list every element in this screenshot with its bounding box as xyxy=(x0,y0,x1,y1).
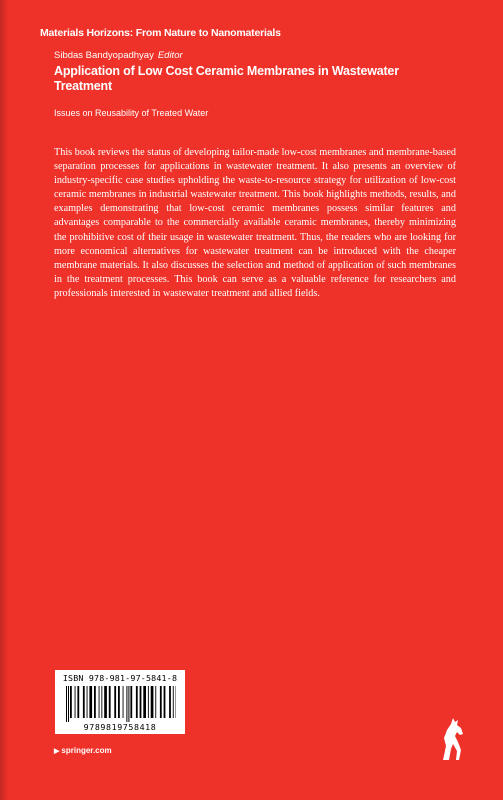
barcode-bar xyxy=(77,686,79,718)
barcode-bar xyxy=(169,686,171,718)
isbn-barcode xyxy=(55,670,185,734)
barcode-bar xyxy=(114,686,116,718)
barcode-bar xyxy=(87,686,88,718)
editor-role: Editor xyxy=(157,50,183,61)
arrow-icon: ▶ xyxy=(54,748,60,755)
website-text: springer.com xyxy=(61,746,112,755)
barcode-bar xyxy=(126,686,127,722)
barcode-bar xyxy=(66,686,67,722)
barcode-bar xyxy=(123,686,124,718)
book-description: This book reviews the status of developing tailor-made low-cost membranes and membrane-based separation processes for applications in wastewater treatment. It also presents an overview of industry-specific case studies upholding the waste-to-resource strategy for utilization of low-cost ceramic membranes in industrial wastewater treatment. This book highlights methods, results, and examples demonstrating that low-cost ceramic membranes possess similar features and advantages comparable to the commercially available ceramic membranes, thereby minimizing the prohibitive cost of their usage in wastewater treatment. Thus, the readers who are looking for more economical alternatives for wastewater treatment can be introduced with the cheaper membrane materials. It also discusses the selection and method of application of such membranes in the treatment processes. This book can serve as a valuable reference for researchers and professionals interested in wastewater treatment and allied fields. xyxy=(54,147,456,299)
barcode-bar xyxy=(164,686,166,718)
publisher-website xyxy=(54,746,112,755)
book-title: Application of Low Cost Ceramic Membranes in Wastewater Treatment xyxy=(54,64,399,93)
book-subtitle: Issues on Reusability of Treated Water xyxy=(54,108,209,118)
barcode-bar xyxy=(173,686,174,718)
barcode-bar xyxy=(143,686,146,718)
editor-name: Sibdas Bandyopadhyay xyxy=(54,50,154,61)
barcode-bar xyxy=(83,686,85,718)
barcode-bar xyxy=(148,686,149,718)
barcode-bar xyxy=(101,686,102,718)
barcode-bar xyxy=(151,686,154,718)
barcode-bar xyxy=(130,686,132,718)
barcode-bar xyxy=(128,686,129,722)
springer-horse-logo-icon xyxy=(437,716,467,762)
barcode-bar xyxy=(136,686,138,718)
barcode-bar xyxy=(99,686,100,718)
barcode-bar xyxy=(89,686,92,718)
barcode-bar xyxy=(70,686,72,718)
barcode-bar xyxy=(118,686,120,718)
spine-shadow xyxy=(0,0,8,800)
barcode-bar xyxy=(68,686,69,722)
barcode-bar xyxy=(75,686,76,718)
editor-line xyxy=(54,50,183,61)
isbn-label: ISBN 978-981-97-5841-8 xyxy=(62,673,178,683)
barcode-number: 9789819758418 xyxy=(83,722,157,732)
barcode-bar xyxy=(94,686,96,718)
barcode-bar xyxy=(109,686,111,718)
barcode-bar xyxy=(140,686,142,718)
barcode-bars xyxy=(64,686,176,722)
barcode-bar xyxy=(160,686,162,718)
barcode-bar xyxy=(155,686,156,718)
barcode-bar xyxy=(104,686,107,718)
series-title: Materials Horizons: From Nature to Nanomaterials xyxy=(40,27,281,39)
